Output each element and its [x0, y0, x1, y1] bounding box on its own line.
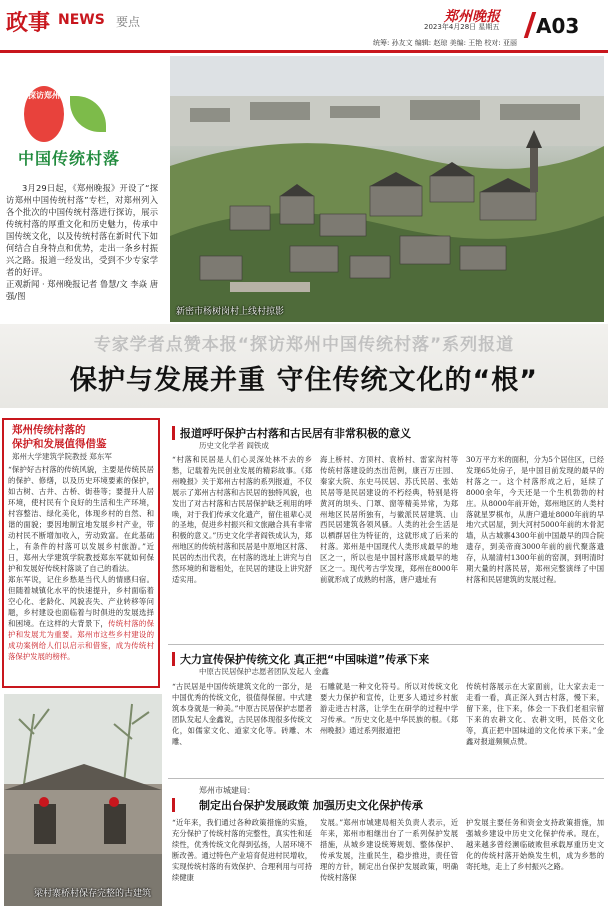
- article2-marker: [172, 652, 175, 666]
- intro-credit: 正观新闻 · 郑州晚报记者 鲁慧/文 李焱 唐强/图: [6, 279, 158, 301]
- photo-caption: 新密市杨树岗村上线村掠影: [176, 307, 285, 317]
- page-number-slash: [524, 12, 536, 38]
- article2-col2: 石雕就是一种文化符号。所以对传统文化要大力保护和宣传，让更多人通过乡村旅游走进古村落，让学生在研学的过程中学习传承。“历史文化是中华民族的根。《郑州晚报》通过系列报道把: [320, 682, 458, 735]
- article2-author: 中原古民居保护志愿者团队发起人 金鑫: [199, 667, 329, 676]
- article3-col1: “近年来，我们通过各种政策措施的实施，充分保护了传统村落的完整性，真实性和延续性，优秀传统文化得到弘扬，人居环境不断改善。通过特色产业培育促进村民增收，实现传统村落的有效保护、合理利用与可持续健康: [172, 818, 312, 882]
- leaf-icon: [70, 96, 106, 132]
- left-article-title-line2: 保护和发展值得借鉴: [12, 438, 107, 450]
- left-article-author: 郑州大学建筑学院教授 郑东军: [12, 452, 112, 461]
- article1-marker: [172, 426, 175, 440]
- divider-1: [168, 644, 604, 645]
- editor-credits: 统筹: 孙友文 编辑: 赵琼 美编: 王艳 校对: 亚丽: [373, 39, 518, 47]
- section-title: 政事: [6, 11, 51, 36]
- newspaper-logo: 郑州晚报: [444, 9, 500, 25]
- column-badge: [18, 66, 148, 172]
- issue-date: 2023年4月28日 星期五: [424, 23, 500, 31]
- village-photo-illustration: [170, 56, 604, 322]
- page-number: A03: [536, 14, 580, 38]
- divider-2: [168, 778, 604, 779]
- article1-title: 报道呼吁保护古村落和古民居有非常积极的意义: [180, 427, 411, 440]
- intro-text: 3月29日起，《郑州晚报》开设了“探访郑州中国传统村落”专栏，对郑州列入各个批次的中国传统村落进行探访，展示传统村落的厚重文化和历史魅力，传承中国传统文化，以及传统村落在新时代下如何结合自身特点和优势，走出一条乡村振兴之路。报道一经发出，受到不少专家学者的好评。: [6, 183, 158, 277]
- article1-col3: 30万平方米的面积，分为5个居住区，已经发现65处房子，是中国目前发现的最早的村落之一。这个村落形成之后，延续了8000余年，今天还是一个生机勃勃的村庄。从8000年前开始，郑州地区的人类村落就星罗棋布，从唐户遗址8000年前的早地穴式居屋，到大河村5000年前的木骨泥墙，从古城寨4300年前中国最早的四合院遗存，到美帝商3000年前的前代聚落遗存，从端清村1300年前的窑洞，到明清时期大量的村落民居，郑州完整演绎了中国村落和民居建筑的发展过程。: [466, 455, 604, 584]
- article2-title: 大力宣传保护传统文化 真正把“中国味道”传承下来: [180, 653, 430, 666]
- ancient-building-photo: [4, 694, 162, 906]
- left-article-para-2: 郑东军说，记住乡愁是当代人的情感归宿。但随着城镇化水平的快速提升，乡村面临着空心化、老龄化、风貌丧失、产业转移等问题，乡村建设也面临着与时俱进的发展选择和困境。在这样的大背景下，: [8, 575, 154, 628]
- left-article-body: [8, 464, 154, 662]
- article2-col3: 传统村落展示在大家面前，让大家去走一走看一看，真正深入到古村落，慢下来，留下来，住下来，体会一下我们老祖宗留下来的农耕文化、农耕文明，民俗文化等，真正把中国味道的文化传承下来。”金鑫对报道频频点赞。: [466, 682, 604, 746]
- section-news-label: NEWS: [58, 12, 105, 28]
- article1-author: 历史文化学者 阎铁成: [199, 441, 269, 450]
- banner-subtitle: 专家学者点赞本报“探访郑州中国传统村落”系列报道: [93, 335, 515, 355]
- article3-col3: 护发展主要任务和资金支持政策措施，加强城乡建设中历史文化保护传承。现在，越来越多曾经濒临破败但承载厚重历史文化的传统村落开始焕发生机，成为乡愁的寄托地，走上了乡村振兴之路。: [466, 818, 604, 871]
- section-focus-label: 要点: [116, 15, 141, 29]
- left-article-title-line1: 郑州传统村落的: [12, 424, 86, 436]
- village-aerial-photo: [170, 56, 604, 322]
- intro-paragraph: [6, 182, 158, 302]
- article3-marker: [172, 798, 175, 812]
- article2-col1: “古民居是中国传统建筑文化的一部分，是中国优秀的传统文化，很值得保留。中式建筑本身就是一种美。”中原古民居保护志愿者团队发起人金鑫说，古民居体现很多传统文化，如儒家文化、道家文化等。砖雕、木雕、: [172, 682, 312, 746]
- left-article-para-1: “保护好古村落的传统风貌，主要是传统民居的保护、修缮，以及历史环境要素的保护，如古树、古井、古桥、街巷等；要提升人居环境，使村民有个良好的生活和生产环境，村容整洁、绿化美化，体现乡村的自然、和谐的面貌；要因地制宜地发展乡村产业，带动村民不断增加收入，劳动致富。在此基础上，有条件的村落可以发展乡村旅游。”近日，郑州大学建筑学院教授郑东军就如何保护和发展好传统村落谈了自己的看法。: [8, 465, 154, 573]
- left-article-highlight: 传统村落的保护和发展尤为重要。郑州市这些乡村建设的成功案例给人们以启示和借鉴，成为传统村落保护发展的榜样。: [8, 619, 154, 661]
- article1-col1: “村落和民居是人们心灵深处林不去的乡愁，记载着先民创业发展的精彩故事。《郑州晚报》关于郑州古村落的系列报道，不仅展示了郑州古村落和古民居的独特风貌，也发出了对古村落和古民居保护缺乏利用的呼唤，对于我们传承文化遗产，留住祖辈心灵的圣地，促进乡村振兴和文旅融合具有非常积极的意义。”历史文化学者阎铁成认为，郑州地区的传统村落和民居是中原地区村落、民居的杰出代表，在村落的选址上讲究与自然环境的和谐相处，在民居的建设上讲究舒适实用。: [172, 455, 312, 584]
- article3-title: 制定出台保护发展政策 加强历史文化保护传承: [199, 799, 423, 812]
- ancient-building-illustration: [4, 694, 162, 906]
- article1-col2: 海上桥村、方顶村、袁桥村、雷家沟村等传统村落建设的杰出范例，康百万庄园、秦家大院、东史马民居、苏氏民居、张姑民居等是民居建设的不朽经典，特别是将黄河的坝头、门罩、窗等精美异常，为郑州地区民居所独有，与徽派民居建筑、山西民居建筑各领风骚。人类的社会生活是以栖群居住为特征的，这就形成了后来的村落。郑州是中国现代人类形成最早的地区之一，所以也是中国村落形成最早的地区之一。现代考古学发现，郑州在8000年前就形成了成熟的村落，唐户遗址有: [320, 455, 458, 584]
- banner-headline: 保护与发展并重 守住传统文化的“根”: [70, 365, 538, 396]
- article3-kicker: 郑州市城建局：: [199, 786, 255, 795]
- photo2-caption: 梁村寨桥村保存完整的古建筑: [34, 889, 152, 899]
- badge-bubble: 探访郑州: [24, 86, 64, 142]
- badge-ribbon: 中国传统村落: [18, 149, 121, 168]
- article3-col2: 发展。”郑州市城建局相关负责人表示，近年来，郑州市相继出台了一系列保护发展措施，从城乡建设统筹规划、整体保护、传承发展，注重民生，稳步推进，责任管理的方针，制定出台保护发展政策，明确传统村落保: [320, 818, 458, 882]
- header-rule: [0, 50, 608, 53]
